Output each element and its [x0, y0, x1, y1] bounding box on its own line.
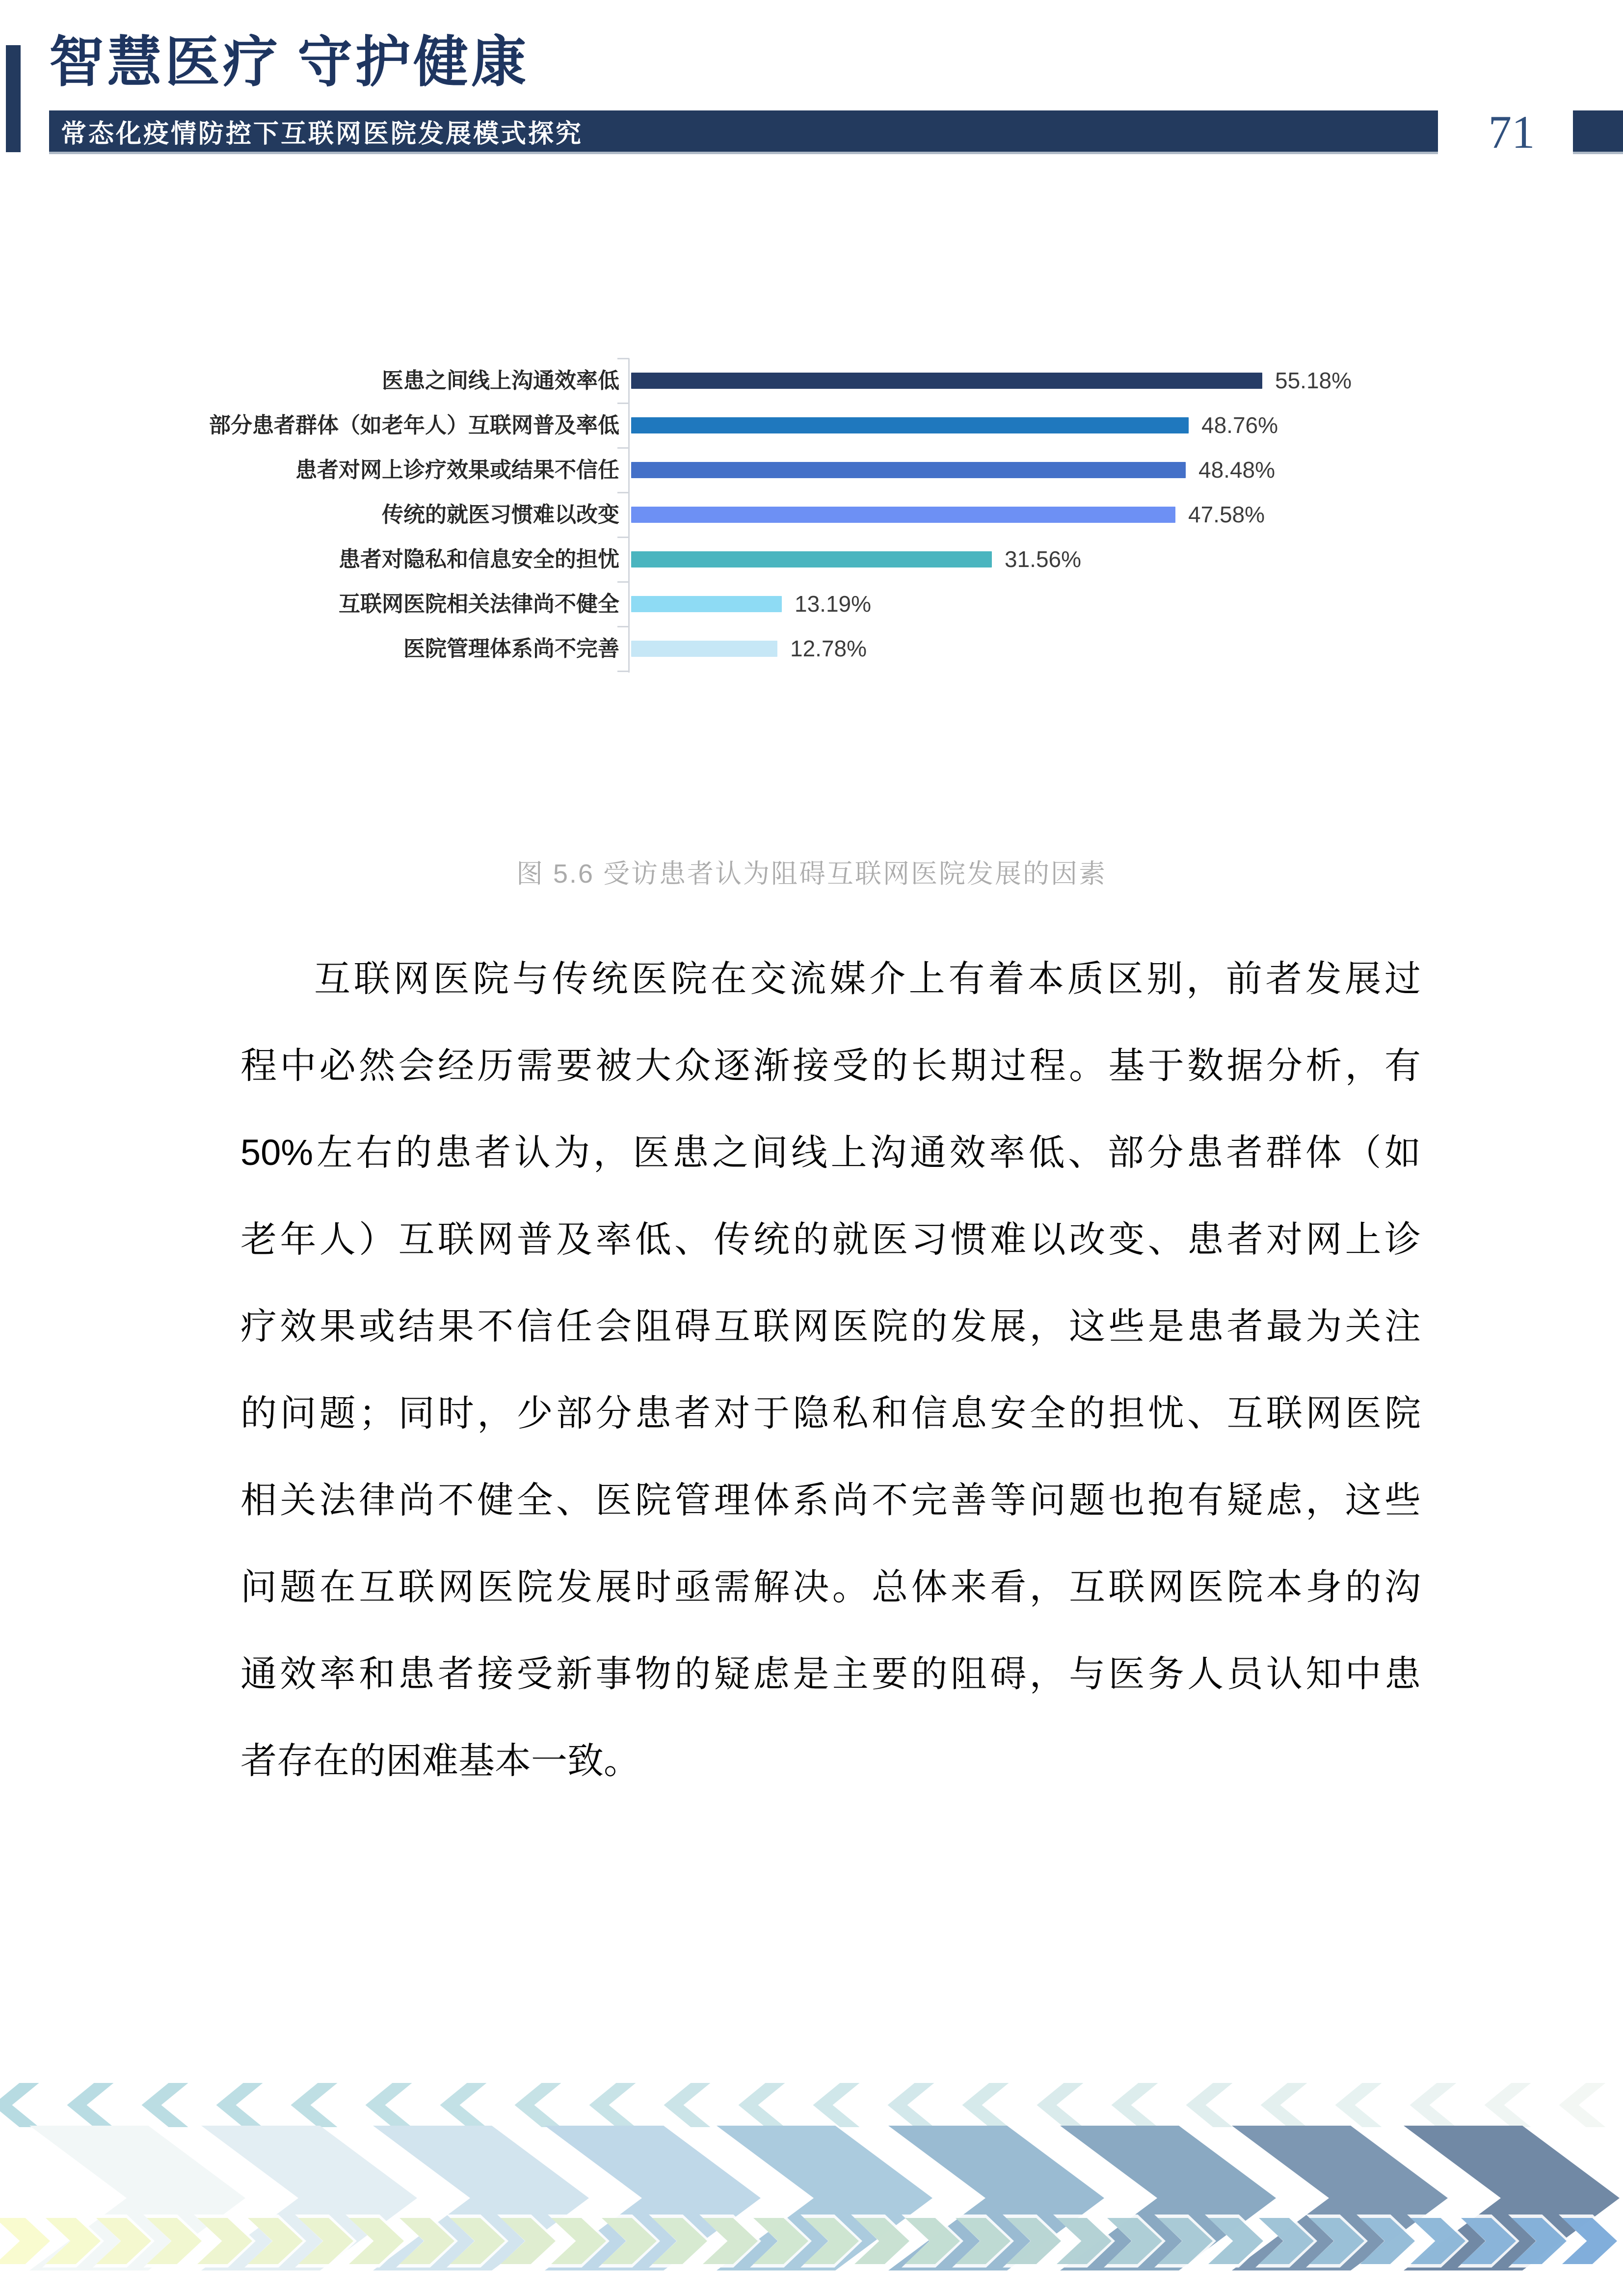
header-accent-bar	[6, 45, 21, 152]
figure-caption: 图 5.6 受访患者认为阻碍互联网医院发展的因素	[516, 859, 1107, 889]
header-corner-square	[1573, 110, 1623, 154]
chart-bar	[631, 641, 777, 657]
left-chevron-icon	[1259, 2083, 1321, 2127]
subtitle-text: 常态化疫情防控下互联网医院发展模式探究	[61, 120, 584, 148]
chart-category-label: 患者对网上诊疗效果或结果不信任	[295, 458, 619, 482]
chart-value-label: 48.76%	[1201, 412, 1278, 438]
chart-category-label: 医院管理体系尚不完善	[403, 637, 619, 661]
left-chevron-icon	[886, 2083, 948, 2127]
body-text-line: 互联网医院与传统医院在交流媒介上有着本质区别，前者发展过	[314, 958, 1421, 999]
small-right-chevron-icon	[1562, 2218, 1617, 2264]
chart-bar	[631, 373, 1262, 389]
left-chevron-icon	[1334, 2083, 1395, 2127]
left-chevron-icon	[961, 2083, 1022, 2127]
chart-value-label: 48.48%	[1198, 457, 1276, 483]
footer-decoration	[0, 2067, 1623, 2296]
body-text-line: 通效率和患者接受新事物的疑虑是主要的阻碍，与医务人员认知中患	[240, 1653, 1421, 1694]
chart-y-axis	[628, 358, 630, 673]
left-chevron-icon	[1483, 2083, 1544, 2127]
chart-value-label: 47.58%	[1188, 502, 1265, 527]
left-chevron-icon	[290, 2083, 351, 2127]
chart-category-label: 传统的就医习惯难以改变	[382, 503, 619, 527]
chart-category-label: 互联网医院相关法律尚不健全	[339, 592, 619, 616]
left-chevron-icon	[140, 2083, 202, 2127]
chart-bar	[631, 507, 1175, 523]
left-chevron-icon	[812, 2083, 873, 2127]
small-right-chevron-icon	[0, 2218, 50, 2264]
page-title: 智慧医疗 守护健康	[49, 32, 529, 93]
chart-category-label: 部分患者群体（如老年人）互联网普及率低	[209, 413, 619, 437]
body-text-line: 疗效果或结果不信任会阻碍互联网医院的发展，这些是患者最为关注	[240, 1306, 1421, 1347]
left-chevron-icon	[1558, 2083, 1619, 2127]
chart-value-label: 12.78%	[790, 636, 867, 661]
left-chevron-icon	[1036, 2083, 1097, 2127]
body-text-line: 程中必然会经历需要被大众逐渐接受的长期过程。基于数据分析，有	[240, 1045, 1421, 1086]
left-chevron-icon	[364, 2083, 426, 2127]
chart-value-label: 55.18%	[1275, 368, 1352, 393]
left-chevron-icon	[737, 2083, 798, 2127]
chart-category-label: 患者对隐私和信息安全的担忧	[339, 547, 619, 571]
chart-bar	[631, 417, 1189, 433]
left-chevron-icon	[439, 2083, 500, 2127]
left-chevron-icon	[215, 2083, 276, 2127]
body-text-line: 者存在的困难基本一致。	[240, 1740, 640, 1781]
chart-bar	[631, 596, 782, 612]
body-text-line: 50%左右的患者认为，医患之间线上沟通效率低、部分患者群体（如	[240, 1132, 1421, 1173]
chart-value-label: 31.56%	[1005, 546, 1082, 572]
left-chevron-icon	[1185, 2083, 1246, 2127]
chart-category-label: 医患之间线上沟通效率低	[382, 369, 619, 393]
body-text-line: 问题在互联网医院发展时亟需解决。总体来看，互联网医院本身的沟	[240, 1567, 1421, 1607]
chart-bar	[631, 551, 992, 567]
body-text-line: 相关法律尚不健全、医院管理体系尚不完善等问题也抱有疑虑，这些	[240, 1480, 1421, 1520]
body-text-line: 老年人）互联网普及率低、传统的就医习惯难以改变、患者对网上诊	[240, 1219, 1421, 1260]
body-paragraph	[240, 935, 1421, 1804]
left-chevron-icon	[1409, 2083, 1470, 2127]
left-chevron-icon	[66, 2083, 127, 2127]
page-number: 71	[1488, 106, 1535, 158]
body-text-line: 的问题；同时，少部分患者对于隐私和信息安全的担忧、互联网医院	[240, 1393, 1421, 1433]
left-chevron-icon	[513, 2083, 575, 2127]
left-chevron-icon	[0, 2083, 53, 2127]
left-chevron-icon	[1110, 2083, 1171, 2127]
left-chevron-icon	[588, 2083, 649, 2127]
left-chevron-icon	[663, 2083, 724, 2127]
chart-value-label: 13.19%	[795, 591, 872, 617]
chart-bar	[631, 462, 1186, 478]
subtitle-bar	[49, 110, 1438, 154]
bar-chart	[74, 356, 1497, 680]
